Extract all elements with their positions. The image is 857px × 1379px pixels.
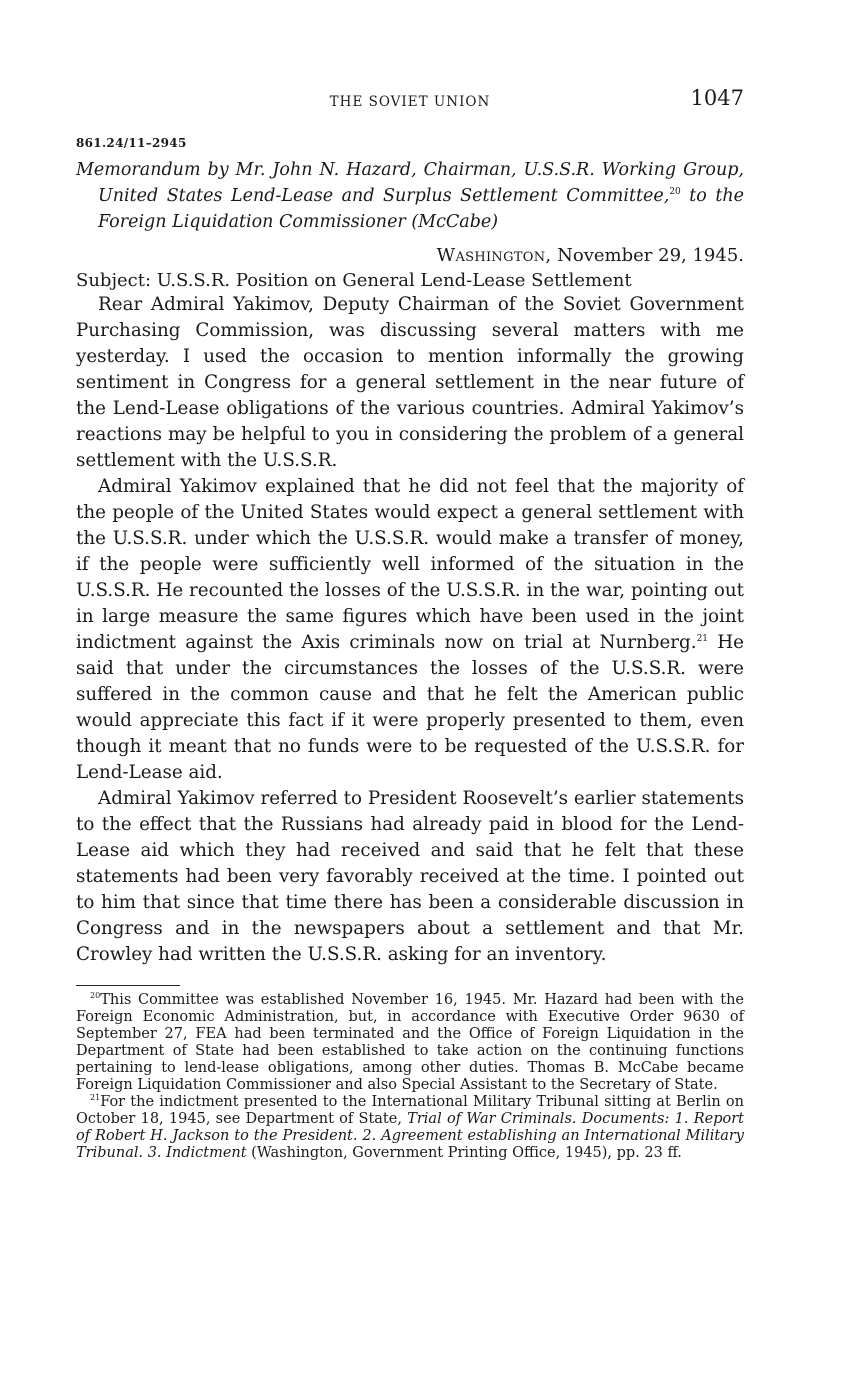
- footnote-21-marker: 21: [90, 1093, 101, 1102]
- dateline-place: Washington,: [436, 245, 552, 266]
- document-title: [76, 157, 744, 235]
- running-head: [76, 86, 744, 116]
- footnote-20-marker: 20: [90, 991, 101, 1000]
- footnote-ref-20: 20: [669, 187, 681, 197]
- footnote-21: [76, 1094, 744, 1162]
- footnotes: [76, 992, 744, 1162]
- footnote-21-text-b: (Washington, Government Printing Office, 1945), pp. 23 ff.: [246, 1145, 682, 1161]
- paragraph-2-part-b: He said that under the circumstances the losses of the U.S.S.R. were suffered in the common cause and that he felt the American public would appreciate this fact if it were properly presented to them, even though it meant that no funds were to be requested of the U.S.S.R. for Lend-Lease aid.: [76, 632, 744, 783]
- footnote-21-text-a: For the indictment presented to the International Military Tribunal sitting at Berlin on October 18, 1945, see Department of State,: [76, 1094, 744, 1127]
- paragraph-3: Admiral Yakimov referred to President Roosevelt’s earlier statements to the effect that the Russians had already paid in blood for the Lend-Lease aid which they had received and said that he felt that these statements had been very favorably received at the time. I pointed out to him that since that time there has been a considerable discussion in Congress and in the newspapers about a settlement and that Mr. Crowley had written the U.S.S.R. asking for an inventory.: [76, 788, 744, 965]
- title-part-2: to the Foreign Liquidation Commissioner (McCabe): [98, 186, 744, 232]
- dateline: [76, 245, 744, 266]
- paragraph-1: Rear Admiral Yakimov, Deputy Chairman of the Soviet Government Purchasing Commission, was discussing several matters with me yesterday. I used the occasion to mention informally the growing sentiment in Congress for a general settlement in the near future of the Lend-Lease obligations of the various countries. Admiral Yakimov’s reactions may be helpful to you in considering the problem of a general settlement with the U.S.S.R.: [76, 294, 744, 471]
- footnote-ref-21: 21: [696, 634, 709, 644]
- title-part-1: Memorandum by Mr. John N. Hazard, Chairman, U.S.S.R. Working Group, United States Lend-Lease and Surplus Settlement Committee,: [76, 160, 744, 206]
- footnote-20: [76, 992, 744, 1094]
- footnote-divider: [76, 985, 180, 986]
- subject-line: Subject: U.S.S.R. Position on General Lend-Lease Settlement: [76, 270, 632, 291]
- page-number: 1047: [690, 86, 744, 110]
- paragraph-2: [76, 474, 744, 786]
- memo-body: [76, 292, 744, 968]
- running-title: THE SOVIET UNION: [329, 94, 491, 110]
- footnote-21-citation: Trial of War Criminals. Documents: 1. Report of Robert H. Jackson to the President. 2. Agreement establishing an International Military Tribunal. 3. Indictment: [76, 1111, 744, 1161]
- footnote-20-text: This Committee was established November 16, 1945. Mr. Hazard had been with the Foreign Economic Administration, but, in accordance with Executive Order 9630 of September 27, FEA had been terminated and the Office of Foreign Liquidation in the Department of State had been established to take action on the continuing functions pertaining to lend-lease obligations, among other duties. Thomas B. McCabe became Foreign Liquidation Commissioner and also Special Assistant to the Secretary of State.: [76, 992, 744, 1093]
- document-page: [76, 86, 744, 1162]
- dateline-date: November 29, 1945.: [551, 245, 744, 266]
- paragraph-2-part-a: Admiral Yakimov explained that he did not feel that the majority of the people of the United States would expect a general settlement with the U.S.S.R. under which the U.S.S.R. would make a transfer of money, if the people were sufficiently well informed of the situation in the U.S.S.R. He recounted the losses of the U.S.S.R. in the war, pointing out in large measure the same figures which have been used in the joint indictment against the Axis criminals now on trial at Nurnberg.: [76, 476, 744, 653]
- file-number: 861.24/11–2945: [76, 136, 187, 150]
